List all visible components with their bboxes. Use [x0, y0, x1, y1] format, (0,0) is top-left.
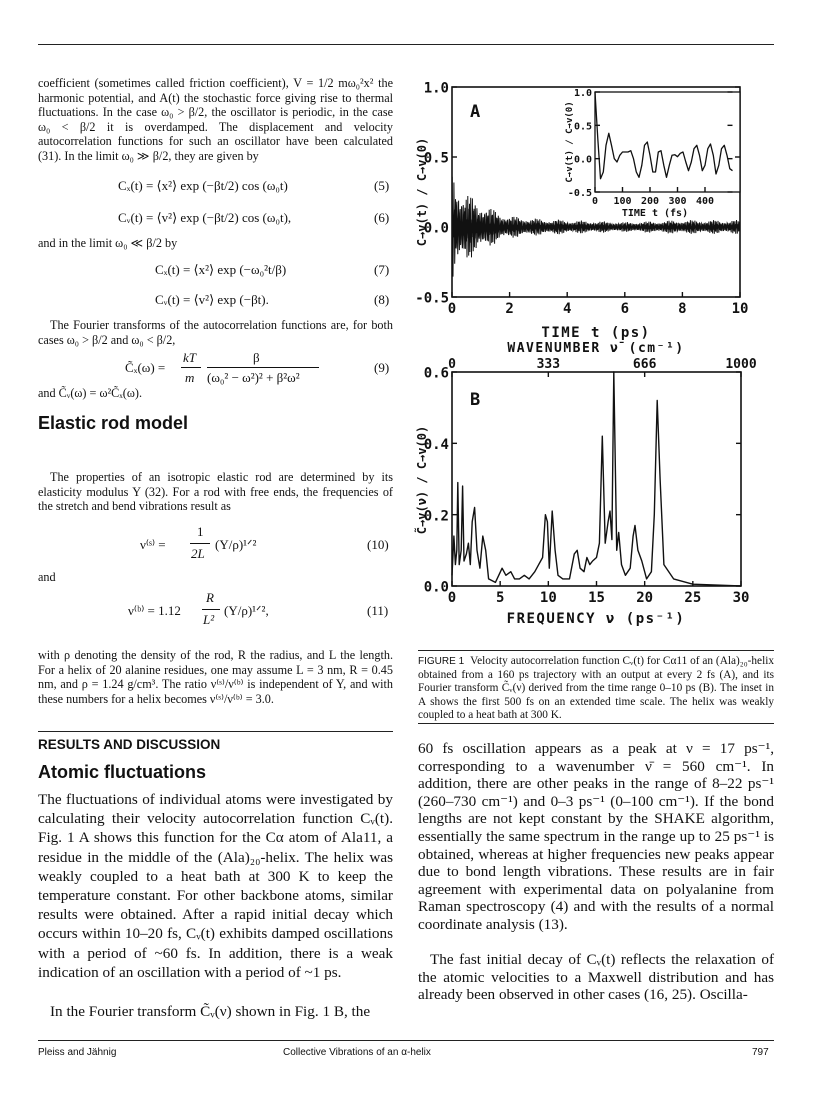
panel-b-x-tick-label: 30	[732, 590, 750, 606]
panel-b-y-tick-label: 0.4	[423, 436, 449, 453]
section-rule	[38, 731, 393, 732]
equation-9-denominator: (ω₀² − ω²)² + β²ω²	[207, 370, 300, 385]
inset-ylabel: C→v(t) / C→v(0)	[565, 101, 575, 183]
caption-text: Velocity autocorrelation function Cᵥ(t) for Cα11 of an (Ala)₂₀-helix obtained from a 160 ps trajectory with an output at every 2 fs (A), and its Fourier transform C̃ᵥ(ν) derived from the time range 0–10 ps (B). The inset in A shows the first 500 fs on an extended time scale. The helix was weakly coupled to a heat bath at 300 K.	[418, 655, 774, 722]
caption-top-rule	[418, 650, 774, 651]
paragraph-atomic: The fluctuations of individual atoms were investigated by calculating their velocity autocorrelation function Cᵥ(t). Fig. 1 A shows this function for the Cα atom of Ala11, a residue in the middle of the (Ala)₂₀-helix. The helix was weakly coupled to a heat bath at 300 K to keep the temperature constant. For other backbone atoms, similar results were obtained. After a rapid initial decay which occurs within 10–20 fs, Cᵥ(t) exhibits damped oscillations with a period of ~60 fs. In addition, there is a weak indication of an oscillation with a period of ~1 ps.	[38, 791, 393, 981]
footer-title: Collective Vibrations of an α-helix	[283, 1047, 431, 1058]
panel-b-xlabel: FREQUENCY ν (ps⁻¹)	[506, 611, 686, 627]
header-rule	[38, 44, 774, 45]
equation-9-kt: kT	[183, 350, 196, 365]
panel-a-y-tick-label: 1.0	[423, 80, 449, 97]
paragraph-and: and	[38, 570, 56, 584]
equation-11-denominator: L²	[203, 612, 215, 627]
panel-a-xlabel: TIME t (ps)	[541, 325, 651, 341]
inset-y-tick-label: 1.0	[573, 88, 592, 99]
fraction-bar	[190, 543, 210, 544]
equation-11-rhs: (Y/ρ)¹ᐟ²,	[224, 603, 269, 618]
equation-9	[125, 348, 385, 388]
equation-10	[140, 524, 300, 566]
figure-caption	[418, 655, 774, 723]
equation-10-numerator: 1	[197, 524, 204, 539]
equation-11-numerator: R	[206, 590, 214, 605]
footer-authors: Pleiss and Jähnig	[38, 1047, 117, 1058]
equation-10-number: (10)	[367, 537, 389, 552]
paragraph-peak: 60 fs oscillation appears as a peak at ν = 17 ps⁻¹, corresponding to a wavenumber ν̄ = 560 cm⁻¹. In addition, there are other peaks in the range of 8–22 ps⁻¹ (260–730 cm⁻¹) and 0–3 ps⁻¹ (0–100 cm⁻¹). If the bond lengths are not kept constant by the SHAKE algorithm, essentially the same spectrum in the range up to 25 ps⁻¹ is obtained, whereas at higher frequencies new peaks appear due to bond length vibrations. These results are in fair agreement with experimental data on polyalanine from Raman spectroscopy (4) and with the results of a normal coordinate analysis (13).	[418, 740, 774, 933]
equation-7-number: (7)	[374, 262, 390, 277]
equation-5: Cₓ(t) = ⟨x²⟩ exp (−βt/2) cos (ω₀t)	[118, 178, 288, 193]
panel-b-x-tick-label: 0	[447, 590, 457, 606]
inset-x-tick-label: 200	[640, 196, 660, 207]
heading-results-and-discussion: RESULTS AND DISCUSSION	[38, 737, 221, 752]
equation-9-number: (9)	[374, 360, 390, 375]
panel-a-x-tick-label: 0	[447, 301, 457, 317]
equation-9-lhs: C̃ₓ(ω) =	[125, 360, 166, 375]
panel-b-top-tick-label: 0	[448, 357, 456, 372]
panel-a-y-tick-label: 0.5	[423, 150, 449, 167]
panel-b-x-tick-label: 5	[495, 590, 505, 606]
panel-a-series-line	[452, 177, 740, 277]
panel-b-y-tick-label: 0.0	[423, 579, 449, 596]
equation-10-rhs: (Y/ρ)¹ᐟ²	[215, 537, 257, 552]
panel-a-plot	[415, 81, 748, 341]
panel-b-frame	[452, 372, 741, 586]
equation-10-denominator: 2L	[191, 546, 205, 561]
equation-7: Cₓ(t) = ⟨x²⟩ exp (−ω₀²t/β)	[155, 262, 287, 277]
inset-series-line	[595, 92, 733, 179]
equation-11-lhs: ν⁽ᵇ⁾ = 1.12	[128, 603, 181, 618]
equation-6-number: (6)	[374, 210, 390, 225]
panel-b-label: B	[470, 390, 481, 410]
panel-a-label: A	[470, 102, 481, 122]
panel-b-x-tick-label: 10	[539, 590, 557, 606]
panel-a-x-tick-label: 2	[505, 301, 514, 317]
inset-x-tick-label: 100	[613, 196, 632, 207]
panel-a-y-tick-label: 0.0	[423, 220, 449, 237]
panel-b-top-tick-label: 666	[632, 357, 657, 372]
panel-b-top-xlabel: WAVENUMBER ν̄ (cm⁻¹)	[507, 341, 685, 356]
footer-page-number: 797	[752, 1047, 769, 1058]
inset-frame	[595, 92, 740, 192]
paragraph-intro: coefficient (sometimes called friction coefficient), V = 1/2 mω₀²x² the harmonic potential, and A(t) the stochastic force giving rise to thermal fluctuations. In the case ω₀ > β/2, the oscillator is periodic, in the case ω₀ < β/2 it is overdamped. The displacement and velocity autocorrelation functions for such an oscillator have been calculated (31). In the limit ω₀ ≫ β/2, they are given by	[38, 76, 393, 163]
panel-a-x-tick-label: 6	[620, 301, 630, 317]
panel-a-x-tick-label: 4	[562, 301, 572, 317]
caption-bottom-rule	[418, 723, 774, 724]
paragraph-decay: The fast initial decay of Cᵥ(t) reflects the relaxation of the atomic velocities to a Maxwell distribution and has already been observed in other cases (16, 25). Oscilla-	[418, 951, 774, 1004]
equation-8: Cᵥ(t) = ⟨v²⟩ exp (−βt).	[155, 292, 269, 307]
paragraph-rho: with ρ denoting the density of the rod, R the radius, and L the length. For a helix of 20 alanine residues, one may assume L = 3 nm, R = 0.45 nm, and ρ = 1.24 g/cm³. The ratio ν⁽ˢ⁾/ν⁽ᵇ⁾ is independent of Y, and with these numbers for a helix becomes ν⁽ˢ⁾/ν⁽ᵇ⁾ = 3.0.	[38, 648, 393, 706]
equation-9-beta: β	[253, 350, 260, 365]
panel-b-y-tick-label: 0.2	[423, 508, 449, 525]
equation-9-m: m	[185, 370, 195, 385]
panel-b-top-tick-label: 1000	[725, 357, 757, 372]
panel-b-y-tick-label: 0.6	[423, 365, 449, 382]
fraction-bar	[202, 609, 220, 610]
caption-label: FIGURE 1	[418, 656, 465, 667]
panel-a-frame	[452, 87, 740, 297]
inset-plot	[568, 88, 733, 207]
fraction-bar	[181, 367, 201, 368]
inset-y-tick-label: 0.5	[573, 121, 592, 133]
inset-y-tick-label: -0.5	[567, 188, 592, 199]
panel-b-x-tick-label: 25	[684, 590, 702, 606]
equation-10-lhs: ν⁽ˢ⁾ =	[140, 537, 166, 552]
inset-y-tick-label: 0.0	[573, 154, 592, 166]
equation-8-number: (8)	[374, 292, 390, 307]
equation-5-number: (5)	[374, 178, 390, 193]
panel-b-plot	[414, 341, 757, 627]
inset-x-tick-label: 300	[668, 196, 687, 207]
panel-a-x-tick-label: 10	[731, 301, 749, 317]
paragraph-fourier-figure: In the Fourier transform C̃ᵥ(ν) shown in Fig. 1 B, the	[50, 1003, 371, 1020]
inset-x-tick-label: 0	[591, 196, 599, 207]
heading-elastic-rod-model: Elastic rod model	[38, 413, 189, 433]
footer-rule	[38, 1040, 774, 1041]
equation-11	[128, 590, 328, 632]
paragraph-fourier: The Fourier transforms of the autocorrelation functions are, for both cases ω₀ > β/2 and ω₀ < β/2,	[38, 318, 393, 347]
equation-6: Cᵥ(t) = ⟨v²⟩ exp (−βt/2) cos (ω₀t),	[118, 210, 292, 225]
inset-x-tick-label: 400	[695, 196, 715, 207]
panel-b-top-tick-label: 333	[536, 357, 561, 372]
panel-a-y-tick-label: -0.5	[415, 290, 449, 307]
panel-a-ylabel: C→v(t) / C→v(0)	[415, 137, 429, 247]
paragraph-elastic: The properties of an isotropic elastic rod are determined by its elasticity modulus Y (32). For a rod with free ends, the frequencies of the stretch and bend vibrations result as	[38, 470, 393, 514]
equation-11-number: (11)	[367, 603, 389, 618]
panel-b-ylabel: C̃→v(ν) / C→v(0)	[415, 425, 429, 535]
paragraph-and-cv: and C̃ᵥ(ω) = ω²C̃ₓ(ω).	[38, 386, 142, 400]
fraction-bar	[207, 367, 319, 368]
paragraph-limit: and in the limit ω₀ ≪ β/2 by	[38, 236, 178, 250]
panel-b-x-tick-label: 15	[588, 590, 605, 606]
panel-b-series-line	[452, 372, 741, 586]
heading-atomic-fluctuations: Atomic fluctuations	[38, 762, 207, 782]
panel-a-x-tick-label: 8	[678, 301, 687, 317]
inset-xlabel: TIME t (fs)	[621, 208, 689, 219]
panel-b-x-tick-label: 20	[636, 590, 654, 606]
